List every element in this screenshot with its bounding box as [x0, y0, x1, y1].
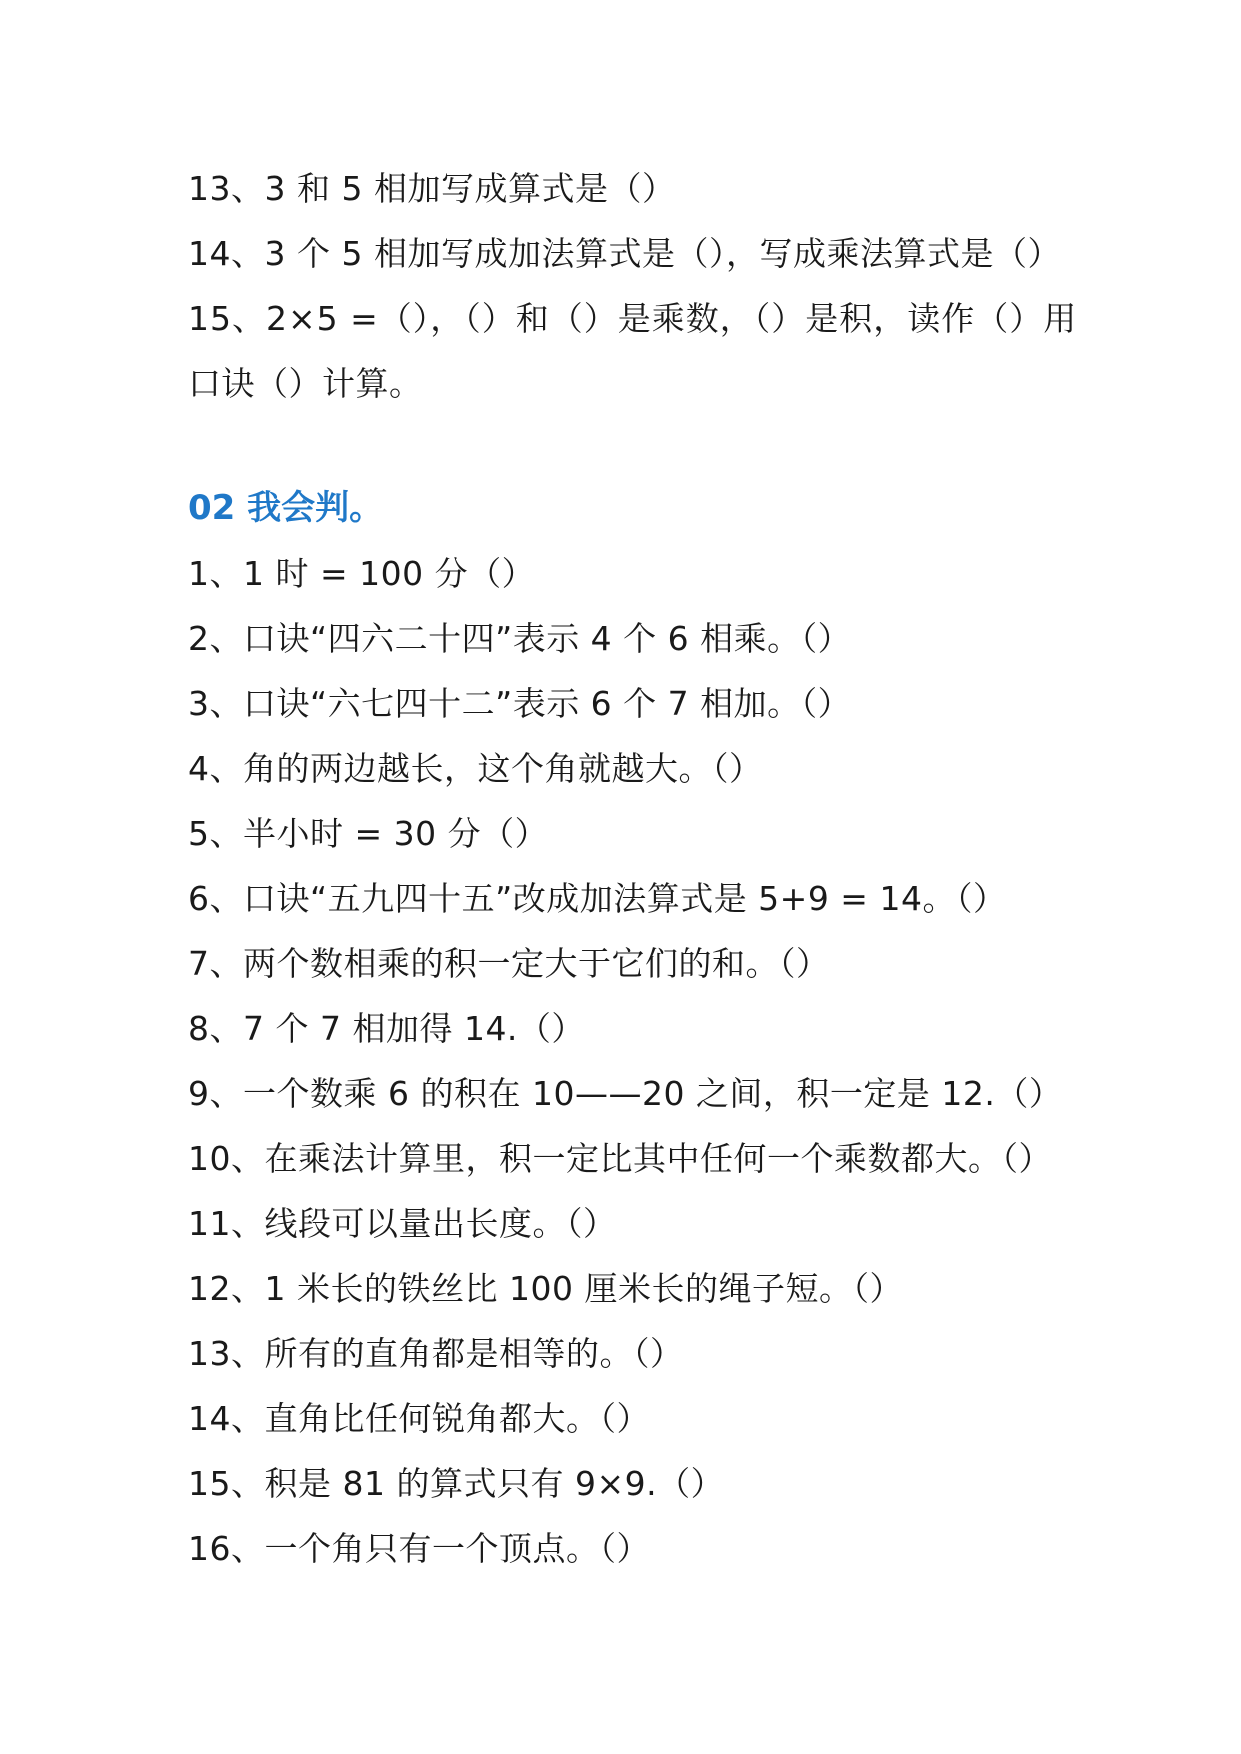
fill-item-15-continued: 口诀（）计算。 [188, 364, 423, 403]
section-spacer [188, 416, 1068, 476]
judge-item-7: 7、两个数相乘的积一定大于它们的和。（） [188, 944, 830, 983]
judge-item-12: 12、1 米长的铁丝比 100 厘米长的绳子短。（） [188, 1269, 903, 1308]
judge-item-15: 15、积是 81 的算式只有 9×9.（） [188, 1464, 725, 1503]
judge-item-4: 4、角的两边越长，这个角就越大。（） [188, 749, 763, 788]
judge-list [188, 541, 1068, 1581]
judge-item-6: 6、口诀“五九四十五”改成加法算式是 5+9 = 14。（） [188, 879, 1007, 918]
judge-item-13: 13、所有的直角都是相等的。（） [188, 1334, 684, 1373]
fill-item-13: 13、3 和 5 相加写成算式是（） [188, 169, 676, 208]
section-title-judge: 02 我会判。 [188, 488, 384, 528]
fill-item-14: 14、3 个 5 相加写成加法算式是（），写成乘法算式是（） [188, 234, 1061, 273]
judge-item-11: 11、线段可以量出长度。（） [188, 1204, 617, 1243]
judge-item-2: 2、口诀“四六二十四”表示 4 个 6 相乘。（） [188, 619, 852, 658]
judge-item-3: 3、口诀“六七四十二”表示 6 个 7 相加。（） [188, 684, 852, 723]
judge-item-16: 16、一个角只有一个顶点。（） [188, 1529, 650, 1568]
judge-item-9: 9、一个数乘 6 的积在 10——20 之间，积一定是 12.（） [188, 1074, 1063, 1113]
worksheet-content [188, 156, 1078, 1581]
fill-item-15: 15、2×5 =（），（）和（）是乘数，（）是积，读作（）用 [188, 299, 1078, 338]
judge-item-10: 10、在乘法计算里，积一定比其中任何一个乘数都大。（） [188, 1139, 1052, 1178]
judge-item-14: 14、直角比任何锐角都大。（） [188, 1399, 650, 1438]
judge-item-1: 1、1 时 = 100 分（） [188, 554, 536, 593]
judge-item-5: 5、半小时 = 30 分（） [188, 814, 549, 853]
judge-item-8: 8、7 个 7 相加得 14.（） [188, 1009, 585, 1048]
